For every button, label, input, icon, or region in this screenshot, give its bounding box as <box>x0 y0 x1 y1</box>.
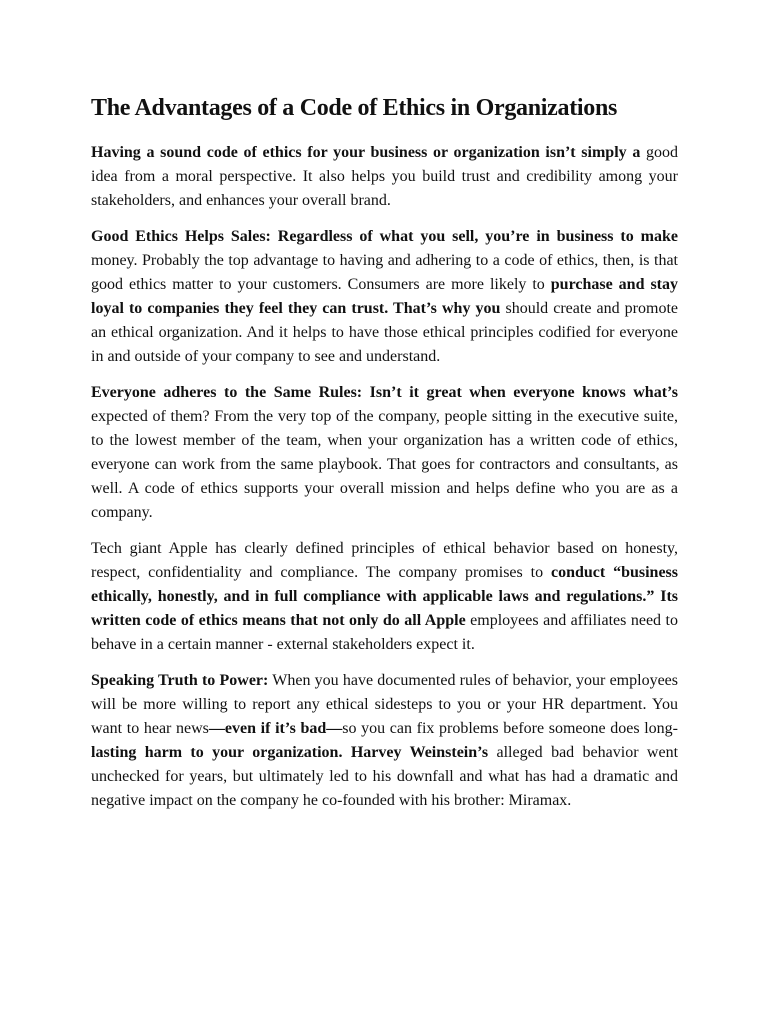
power-text-2: so you can fix problems before someone does long- <box>342 720 678 737</box>
sales-paragraph <box>91 225 678 369</box>
sales-bold-lead: Regardless of what you sell, you’re in business to make <box>270 228 678 245</box>
rules-text: expected of them? From the very top of the company, people sitting in the executive suite, to the lowest member of the team, when your organization has a written code of ethics, everyone can work from the same playbook. That goes for contractors and consultants, as well. A code of ethics supports your overall mission and helps define who you are as a company. <box>91 408 678 521</box>
apple-paragraph <box>91 537 678 657</box>
rules-paragraph <box>91 381 678 525</box>
sales-text-2: should create and promote an ethical organization. And it helps to have those ethical principles codified for everyone in and outside of your company to see and understand. <box>91 300 678 365</box>
rules-heading: Everyone adheres to the Same Rules: <box>91 384 363 401</box>
apple-text-2: employees and affiliates need to behave in a certain manner - external stakeholders expect it. <box>91 612 678 653</box>
power-text-1: When you have documented rules of behavior, your employees will be more willing to report any ethical sidesteps to you or your HR department. You want to hear news <box>91 672 679 737</box>
sales-bold-mid: purchase and stay loyal to companies they feel they can trust. That’s why you <box>91 276 679 317</box>
intro-text: good idea from a moral perspective. It also helps you build trust and credibility among your stakeholders, and enhances your overall brand. <box>91 144 678 209</box>
power-heading: Speaking Truth to Power: <box>91 672 269 689</box>
document-title: The Advantages of a Code of Ethics in Organizations <box>91 95 618 121</box>
power-bold-1: —even if it’s bad— <box>208 720 343 737</box>
sales-heading: Good Ethics Helps Sales: <box>91 228 271 245</box>
power-paragraph <box>91 669 678 813</box>
sales-text-1: money. Probably the top advantage to having and adhering to a code of ethics, then, is that good ethics matter to your customers. Consumers are more likely to <box>91 252 678 293</box>
power-bold-2: lasting harm to your organization. Harvey Weinstein’s <box>91 744 489 761</box>
apple-bold-quote: conduct “business ethically, honestly, and in full compliance with applicable laws and regulations.” Its written code of ethics means that not only do all Apple <box>91 564 678 629</box>
intro-bold-text: Having a sound code of ethics for your business or organization isn’t simply a <box>91 144 641 161</box>
apple-text-1: Tech giant Apple has clearly defined principles of ethical behavior based on honesty, respect, confidentiality and compliance. The company promises to <box>91 540 678 581</box>
power-text-3: alleged bad behavior went unchecked for years, but ultimately led to his downfall and what has had a dramatic and negative impact on the company he co-founded with his brother: Miramax. <box>91 744 679 809</box>
intro-paragraph <box>91 141 678 213</box>
rules-bold-lead: Isn’t it great when everyone knows what’s <box>362 384 678 401</box>
